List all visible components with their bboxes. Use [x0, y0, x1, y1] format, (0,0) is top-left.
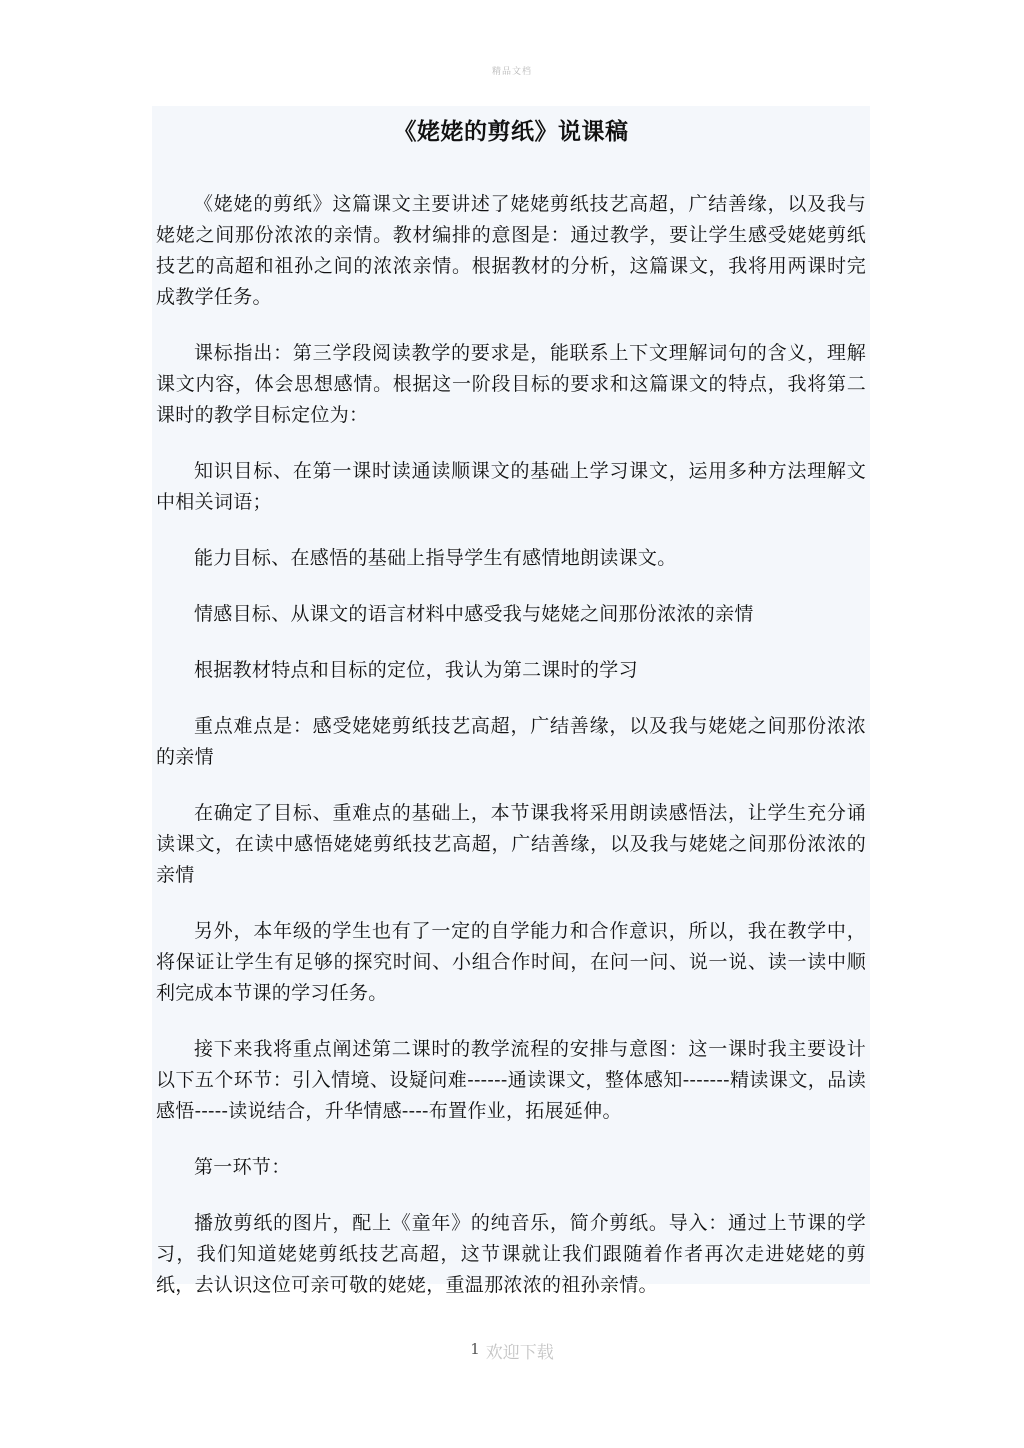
footer-text: 欢迎下载 — [485, 1343, 554, 1363]
paragraph-ability-goal: 能力目标、在感悟的基础上指导学生有感情地朗读课文。 — [194, 547, 677, 569]
page-footer — [0, 1338, 1024, 1363]
header-watermark: 精品文档 — [491, 67, 532, 77]
paragraph-list — [156, 189, 866, 1301]
paragraph-students: 另外，本年级的学生也有了一定的自学能力和合作意识，所以，我在教学中，将保证让学生有足够的探究时间、小组合作时间，在问一问、说一说、读一读中顺利完成本节课的学习任务。 — [156, 920, 866, 1004]
paragraph-knowledge-goal: 知识目标、在第一课时读通读顺课文的基础上学习课文，运用多种方法理解文中相关词语； — [156, 460, 866, 513]
paragraph-intro: 《姥姥的剪纸》这篇课文主要讲述了姥姥剪纸技艺高超，广结善缘，以及我与姥姥之间那份浓浓的亲情。教材编排的意图是：通过教学，要让学生感受姥姥剪纸技艺的高超和祖孙之间的浓浓亲情。根据教材的分析，这篇课文，我将用两课时完成教学任务。 — [156, 193, 866, 308]
document-title: 《姥姥的剪纸》说课稿 — [393, 118, 629, 145]
document-body — [152, 106, 870, 1296]
page-number: 1 — [470, 1340, 480, 1358]
paragraph-method: 在确定了目标、重难点的基础上，本节课我将采用朗读感悟法，让学生充分诵读课文，在读中感悟姥姥剪纸技艺高超，广结善缘，以及我与姥姥之间那份浓浓的亲情 — [156, 802, 866, 886]
paragraph-section-one-heading: 第一环节： — [194, 1156, 291, 1178]
paragraph-flow: 接下来我将重点阐述第二课时的教学流程的安排与意图：这一课时我主要设计以下五个环节：引入情境、设疑问难------通读课文，整体感知-------精读课文，品读感悟-----读说结合，升华情感----布置作业，拓展延伸。 — [156, 1038, 866, 1122]
paragraph-key-points: 重点难点是：感受姥姥剪纸技艺高超，广结善缘，以及我与姥姥之间那份浓浓的亲情 — [156, 715, 866, 768]
paragraph-curriculum: 课标指出：第三学段阅读教学的要求是，能联系上下文理解词句的含义，理解课文内容，体会思想感情。根据这一阶段目标的要求和这篇课文的特点，我将第二课时的教学目标定位为： — [156, 342, 866, 426]
paragraph-section-one: 播放剪纸的图片，配上《童年》的纯音乐，简介剪纸。导入：通过上节课的学习，我们知道姥姥剪纸技艺高超，这节课就让我们跟随着作者再次走进姥姥的剪纸，去认识这位可亲可敬的姥姥，重温那浓浓的祖孙亲情。 — [156, 1212, 866, 1296]
paragraph-emotion-goal: 情感目标、从课文的语言材料中感受我与姥姥之间那份浓浓的亲情 — [194, 603, 754, 625]
paragraph-basis: 根据教材特点和目标的定位，我认为第二课时的学习 — [194, 659, 638, 681]
